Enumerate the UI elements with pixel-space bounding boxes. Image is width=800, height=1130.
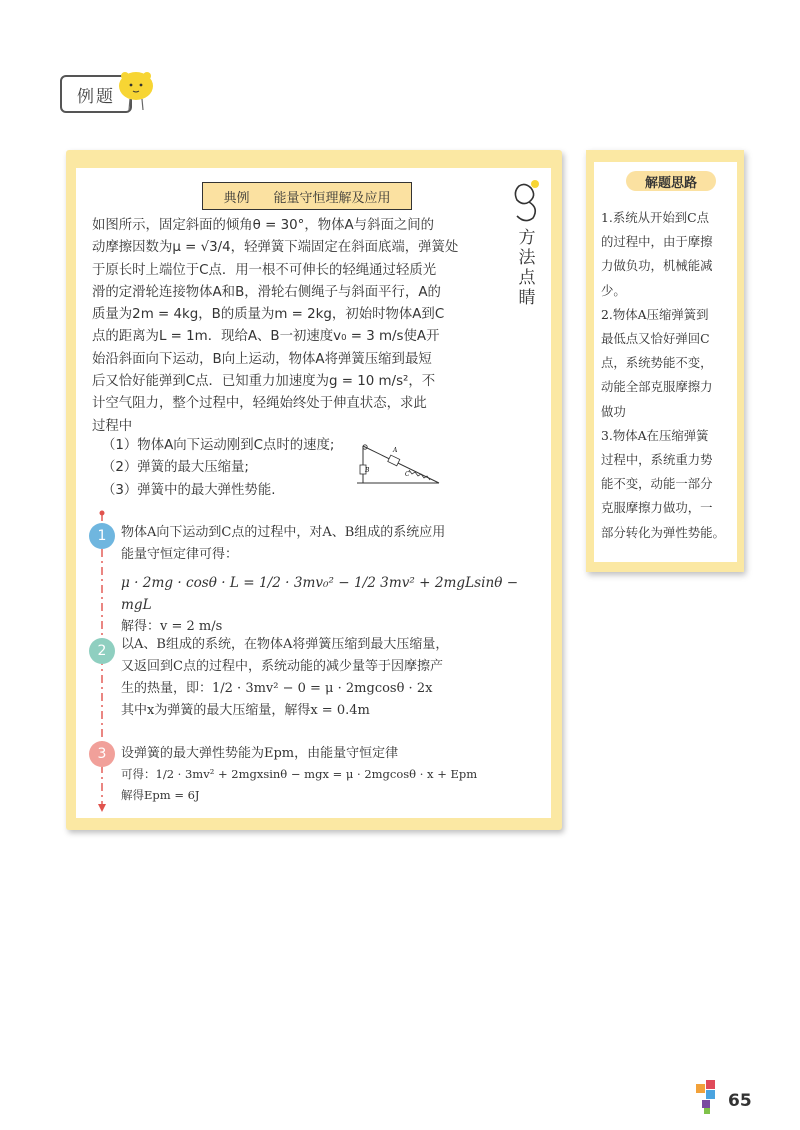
incline-diagram	[355, 440, 441, 486]
problem-line: 如图所示，固定斜面的倾角θ = 30°，物体A与斜面之间的	[92, 218, 435, 233]
step-3-badge: 3	[89, 741, 115, 767]
step-line: 物体A向下运动到C点的过程中，对A、B组成的系统应用	[121, 525, 446, 540]
step-line: 解得Epm = 6J	[121, 788, 200, 802]
problem-text	[92, 215, 462, 438]
method-char: 法	[518, 248, 536, 268]
method-label	[513, 228, 541, 308]
step-line: 能量守恒定律可得：	[121, 547, 239, 562]
title-right: 能量守恒理解及应用	[273, 190, 391, 206]
side-line: 的过程中，由于摩擦	[601, 234, 713, 250]
side-text	[601, 206, 737, 545]
method-char: 方	[518, 228, 536, 248]
problem-line: 后又恰好能弹到C点．已知重力加速度为g = 10 m/s²，不	[92, 374, 436, 390]
side-line: 2.物体A压缩弹簧到	[601, 306, 709, 322]
side-line: 少。	[601, 282, 626, 298]
label-a: A	[393, 447, 398, 454]
side-line: 克服摩擦力做功，一	[601, 500, 713, 516]
problem-line: 计空气阻力，整个过程中，轻绳始终处于伸直状态，求此	[92, 396, 427, 412]
side-line: 最低点又恰好弹回C	[601, 331, 710, 347]
method-char: 点	[518, 268, 536, 288]
side-title: 解题思路	[626, 171, 716, 191]
problem-line: 质量为2m = 4kg，B的质量为m = 2kg，初始时物体A到C	[92, 307, 445, 323]
side-line: 动能全部克服摩擦力	[601, 379, 713, 395]
step-line: 设弹簧的最大弹性势能为Epm，由能量守恒定律	[121, 746, 399, 761]
step-equation: 可得：1/2 · 3mv² + 2mgxsinθ − mgx = μ · 2mgcosθ · x + Epm	[121, 767, 478, 781]
step-1-text	[121, 522, 541, 638]
label-b: B	[365, 467, 370, 474]
side-line: 1.系统从开始到C点	[601, 210, 710, 225]
side-line: 力做负功，机械能减	[601, 258, 713, 274]
side-line: 过程中，系统重力势	[601, 452, 713, 468]
question-item: （2）弹簧的最大压缩量;	[102, 460, 249, 476]
problem-line: 点的距离为L = 1m．现给A、B一初速度v₀ = 3 m/s使A开	[92, 329, 440, 345]
side-line: 点，系统势能不变，	[601, 355, 713, 371]
step-3-text	[121, 743, 551, 806]
step-2-badge: 2	[89, 638, 115, 664]
side-line: 能不变，动能一部分	[601, 476, 713, 492]
step-line: 生的热量，即：1/2 · 3mv² − 0 = μ · 2mgcosθ · 2x	[121, 681, 433, 696]
page-number: 65	[728, 1091, 752, 1111]
problem-line: 滑的定滑轮连接物体A和B，滑轮右侧绳子与斜面平行，A的	[92, 284, 441, 300]
step-line: 其中x为弹簧的最大压缩量，解得x = 0.4m	[121, 703, 370, 718]
question-item: （1）物体A向下运动刚到C点时的速度;	[102, 438, 335, 453]
question-list	[102, 435, 334, 502]
problem-line: 始沿斜面向下运动，B向上运动，物体A将弹簧压缩到最短	[92, 351, 432, 367]
side-line: 做功	[601, 403, 626, 419]
publisher-logo-icon	[694, 1080, 720, 1116]
method-char: 睛	[518, 288, 536, 308]
example-title	[202, 182, 412, 210]
lemon-mascot-icon	[112, 66, 162, 116]
step-equation: μ · 2mg · cosθ · L = 1/2 · 3mv₀² − 1/2 3mv² + 2mgLsinθ − mgL	[121, 575, 519, 613]
problem-line: 过程中	[92, 418, 133, 434]
problem-line: 动摩擦因数为μ = √3/4，轻弹簧下端固定在斜面底端，弹簧处	[92, 240, 459, 256]
question-item: （3）弹簧中的最大弹性势能.	[102, 482, 276, 498]
problem-line: 于原长时上端位于C点．用一根不可伸长的轻绳通过轻质光	[92, 262, 437, 278]
title-left: 典例	[223, 190, 250, 206]
side-line: 3.物体A在压缩弹簧	[601, 427, 709, 443]
step-line: 又返回到C点的过程中，系统动能的减少量等于因摩擦产	[121, 659, 443, 674]
step-line: 以A、B组成的系统，在物体A将弹簧压缩到最大压缩量，	[121, 637, 449, 652]
label-c: C	[405, 471, 410, 478]
step-1-badge: 1	[89, 523, 115, 549]
step-line: 解得：v = 2 m/s	[121, 619, 223, 634]
side-line: 部分转化为弹性势能。	[601, 524, 725, 540]
step-2-text	[121, 634, 551, 722]
example-tag: 例题	[60, 75, 132, 113]
